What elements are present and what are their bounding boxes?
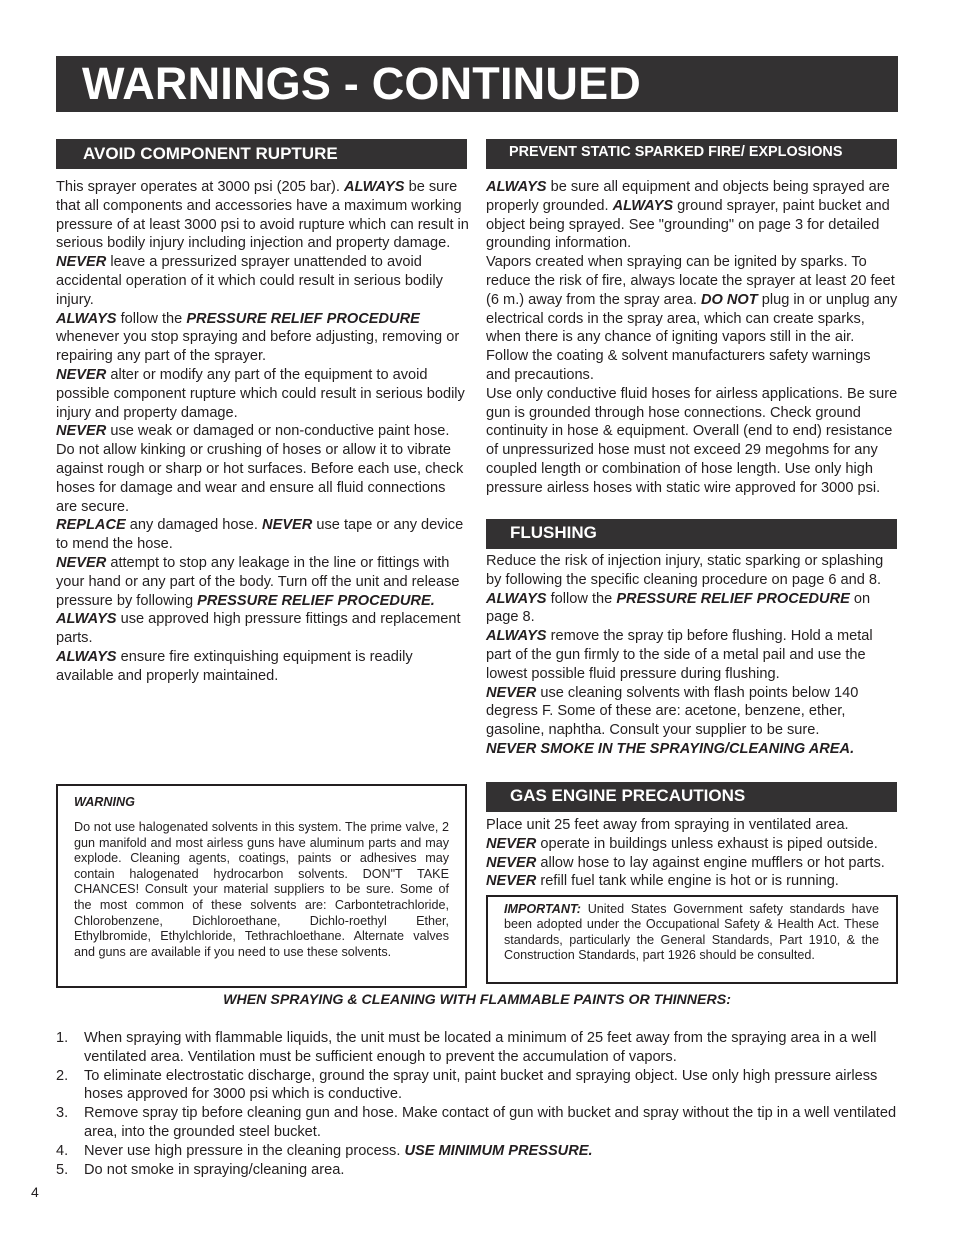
heading-text: GAS ENGINE PRECAUTIONS: [510, 786, 746, 805]
paragraph: REPLACE any damaged hose. NEVER use tape or any device to mend the hose.: [56, 517, 464, 553]
list-item: 2. To eliminate electrostatic discharge, ground the spray unit, paint bucket and spraying object. Use only high pressure airless hoses approved for 3000 psi which is conductive.: [56, 1067, 878, 1103]
heading-text: FLUSHING: [510, 523, 597, 542]
paragraph: NEVER alter or modify any part of the equipment to avoid possible component rupture which could result in serious bodily injury and property damage.: [56, 366, 465, 421]
paragraph: Reduce the risk of injection injury, static sparking or splashing by following the specific cleaning procedure on page 6 and 8.: [486, 553, 884, 588]
paragraph: ALWAYS remove the spray tip before flushing. Hold a metal part of the gun firmly to the side of a metal pail and use the lowest possible fluid pressure during flushing.: [486, 628, 873, 682]
list-item: 4. Never use high pressure in the cleaning process. USE MINIMUM PRESSURE.: [56, 1142, 593, 1159]
warning-text: Do not use halogenated solvents in this system. The prime valve, 2 gun manifold and most airless guns have aluminum parts and may explode. Cleaning agents, coatings, paints or adhesives may contain halogenated hydrocarbon solvents. DON"T TAKE CHANCES! Consult your material suppliers to be sure. Some of the most common of these solvents are: Carbontetrachloride, Chlorobenzene, Dichloroethane, Dichlo-roethyl Ether, Ethylbromide, Ethylchloride, Tethrachloethane. Alternate valves and guns are available if you need to use these solvents.: [74, 820, 449, 959]
paragraph: NEVER allow hose to lay against engine mufflers or hot parts.: [486, 854, 885, 871]
section-heading-flushing: [486, 519, 897, 549]
paragraph: NEVER SMOKE IN THE SPRAYING/CLEANING AREA.: [486, 740, 855, 757]
paragraph: Vapors created when spraying can be ignited by sparks. To reduce the risk of fire, always locate the sprayer at least 20 feet (6 m.) away from the spray area. DO NOT plug in or unplug any electrical cords in the spray area, which can create sparks, when there is any chance of igniting vapors still in the air. Follow the coating & solvent manufacturers safety warnings and precautions.: [486, 254, 898, 383]
important-text: IMPORTANT: United States Government safety standards have been adopted under the Occupational Safety & Health Act. These standards, particularly the General Standards, Part 1910, & the Construction Standards, part 1926 should be consulted.: [504, 902, 879, 963]
page-title-bar: [56, 56, 898, 112]
important-label: IMPORTANT:: [504, 902, 581, 916]
gas-engine-text: [486, 816, 926, 891]
page-title: WARNINGS - CONTINUED: [82, 58, 641, 109]
list-item: 1. When spraying with flammable liquids, the unit must be located a minimum of 25 feet away from the spraying area in a well ventilated area. Ventilation must be sufficient enough to prevent the accumulation of vapors.: [56, 1030, 877, 1065]
section-heading-gas-engine: [486, 782, 897, 812]
section-heading-static: [486, 139, 897, 169]
list-item: 3. Remove spray tip before cleaning gun and hose. Make contact of gun with bucket and spray without the tip in a well ventilated area, into the grounded steel bucket.: [56, 1105, 897, 1140]
heading-text: PREVENT STATIC SPARKED FIRE/ EXPLOSIONS: [509, 144, 843, 160]
paragraph: Place unit 25 feet away from spraying in ventilated area.: [486, 817, 849, 833]
section-heading-avoid-rupture: [56, 139, 467, 169]
paragraph: ALWAYS follow the PRESSURE RELIEF PROCEDURE whenever you stop spraying and before adjusting, removing or repairing any part of the sprayer.: [56, 310, 460, 365]
static-text: [486, 178, 898, 498]
important-box: [486, 895, 898, 984]
paragraph: NEVER use weak or damaged or non-conductive paint hose. Do not allow kinking or crushing of hoses or allow it to vibrate against rough or sharp or hot surfaces. Before each use, check hoses for damage and wear and ensure all fluid connections are secure.: [56, 423, 464, 515]
flammable-list: [56, 1029, 906, 1179]
warning-label: WARNING: [74, 795, 135, 809]
paragraph: ALWAYS use approved high pressure fittings and replacement parts.: [56, 611, 461, 647]
paragraph: ALWAYS ensure fire extinquishing equipment is readily available and properly maintained.: [56, 648, 413, 684]
avoid-rupture-text: [56, 178, 470, 686]
paragraph: ALWAYS follow the PRESSURE RELIEF PROCEDURE on page 8.: [486, 590, 871, 626]
list-item: 5. Do not smoke in spraying/cleaning area.: [56, 1161, 345, 1178]
paragraph: NEVER leave a pressurized sprayer unattended to avoid accidental operation of it which could result in serious bodily injury.: [56, 254, 443, 308]
paragraph: NEVER refill fuel tank while engine is hot or is running.: [486, 873, 839, 890]
paragraph: This sprayer operates at 3000 psi (205 bar). ALWAYS be sure that all components and accessories have a maximum working pressure of at least 3000 psi to avoid rupture which can result in serious bodily injury including injection and property damage.: [56, 179, 469, 252]
warning-box: [56, 784, 467, 988]
paragraph: NEVER attempt to stop any leakage in the line or fittings with your hand or any part of the body. Turn off the unit and release pressure by following PRESSURE RELIEF PROCEDURE.: [56, 554, 460, 609]
paragraph: ALWAYS be sure all equipment and objects being sprayed are properly grounded. ALWAYS ground sprayer, paint bucket and object being sprayed. See "grounding" on page 3 for detailed grounding information.: [486, 179, 890, 252]
paragraph: NEVER operate in buildings unless exhaust is piped outside.: [486, 835, 878, 852]
heading-text: AVOID COMPONENT RUPTURE: [83, 144, 338, 163]
paragraph: Use only conductive fluid hoses for airless applications. Be sure gun is grounded through hose connections. Check ground continuity in hose & equipment. Overall (end to end) resistance of unpressurized hose must not exceed 29 megohms for any coupled length or combination of hose length. Use only high pressure airless hoses with static wire approved for 3000 psi.: [486, 385, 898, 496]
page-number: 4: [31, 1184, 39, 1200]
flushing-text: [486, 552, 898, 759]
flammable-heading: WHEN SPRAYING & CLEANING WITH FLAMMABLE PAINTS OR THINNERS:: [223, 992, 731, 1008]
paragraph: NEVER use cleaning solvents with flash points below 140 degress F. Some of these are: acetone, benzene, ether, gasoline, naphtha. Consult your supplier to be sure.: [486, 684, 859, 739]
